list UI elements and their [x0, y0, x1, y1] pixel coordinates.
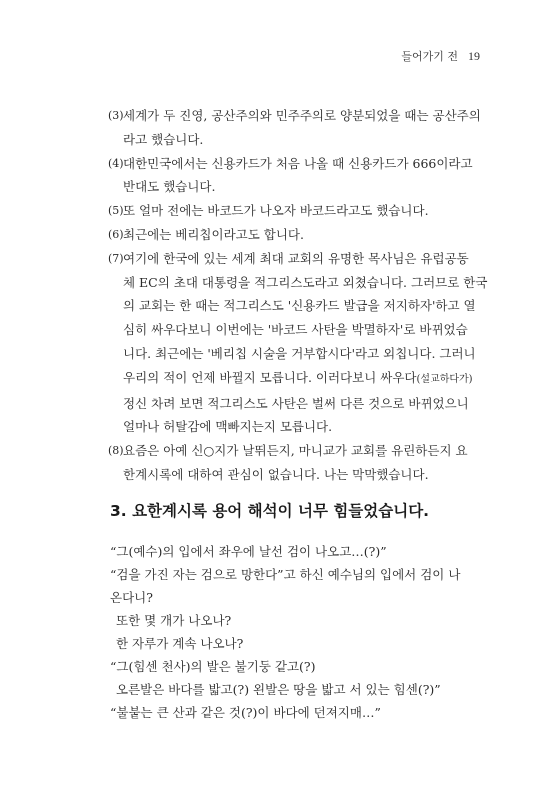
- running-header: [401, 48, 480, 64]
- list-item: [108, 152, 486, 200]
- list-item: [108, 199, 486, 223]
- body-line: 오른발은 바다를 밟고(?) 왼발은 땅을 밟고 서 있는 힘센(?)”: [116, 682, 441, 697]
- list-line: 반대도 했습니다.: [123, 179, 216, 195]
- list-marker: (5): [108, 204, 124, 218]
- body-line: 온다니?: [110, 590, 153, 605]
- list-line: 심히 싸우다보니 이번에는 '바코드 사탄을 박멸하자'로 바뀌었습: [123, 322, 468, 338]
- list-item: [108, 104, 486, 152]
- list-line: 여기에 한국에 있는 세계 최대 교회의 유명한 목사님은 유럽공동: [123, 250, 469, 266]
- list-line: 대한민국에서는 신용카드가 처음 나올 때 신용카드가 666이라고: [123, 155, 473, 171]
- body-line: “그(예수)의 입에서 좌우에 날선 검이 나오고…(?)”: [110, 544, 387, 559]
- page-number: 19: [468, 49, 480, 63]
- list-item: [108, 223, 486, 247]
- body-line: “불붙는 큰 산과 같은 것(?)이 바다에 던져지매…”: [110, 705, 381, 720]
- list-marker: (4): [108, 156, 124, 170]
- list-marker: (7): [108, 251, 124, 265]
- list-line: 니다. 최근에는 '베리칩 시술을 거부합시다'라고 외칩니다. 그러니: [123, 345, 476, 361]
- list-item: [108, 439, 486, 487]
- running-title: 들어가기 전: [401, 50, 458, 63]
- numbered-list: [108, 104, 486, 487]
- list-line: 체 EC의 초대 대통령을 적그리스도라고 외쳤습니다. 그러므로 한국: [123, 274, 488, 290]
- list-line: [123, 366, 486, 392]
- body-line: 한 자루가 계속 나오나?: [116, 636, 244, 651]
- list-marker: (6): [108, 227, 124, 241]
- body-text: [110, 540, 490, 724]
- list-marker: (3): [108, 109, 124, 122]
- list-line: 최근에는 베리칩이라고도 합니다.: [123, 226, 304, 242]
- list-line: 라고 했습니다.: [123, 131, 204, 147]
- list-line: 요즘은 아예 신○지가 날뛰든지, 마니교가 교회를 유린하든지 요: [123, 443, 468, 459]
- list-line: 의 교회는 한 때는 적그리스도 '신용카드 발급을 저지하자'하고 열: [123, 298, 476, 314]
- list-line: 한계시록에 대하여 관심이 없습니다. 나는 막막했습니다.: [123, 466, 429, 482]
- list-line: 정신 차려 보면 적그리스도 사탄은 벌써 다른 것으로 바뀌었으니: [123, 395, 469, 411]
- list-line: 얼마나 허탈감에 맥빠지는지 모릅니다.: [123, 419, 333, 435]
- section-title: 3. 요한계시록 용어 해석이 너무 힘들었습니다.: [110, 502, 430, 520]
- body-line: 또한 몇 개가 나오나?: [116, 613, 232, 628]
- list-line-text: 우리의 적이 언제 바뀔지 모릅니다. 이러다보니 싸우다: [123, 369, 417, 385]
- list-marker: (8): [108, 444, 124, 458]
- body-line: “검을 가진 자는 검으로 망한다”고 하신 예수님의 입에서 검이 나: [110, 567, 461, 582]
- list-line: 세계가 두 진영, 공산주의와 민주주의로 양분되었을 때는 공산주의: [123, 108, 481, 123]
- list-line: 또 얼마 전에는 바코드가 나오자 바코드라고도 했습니다.: [123, 203, 429, 219]
- body-line: “그(힘센 천사)의 발은 불기둥 같고(?): [110, 659, 316, 674]
- inline-note: (설교하다가): [416, 373, 473, 385]
- list-item: [108, 247, 486, 439]
